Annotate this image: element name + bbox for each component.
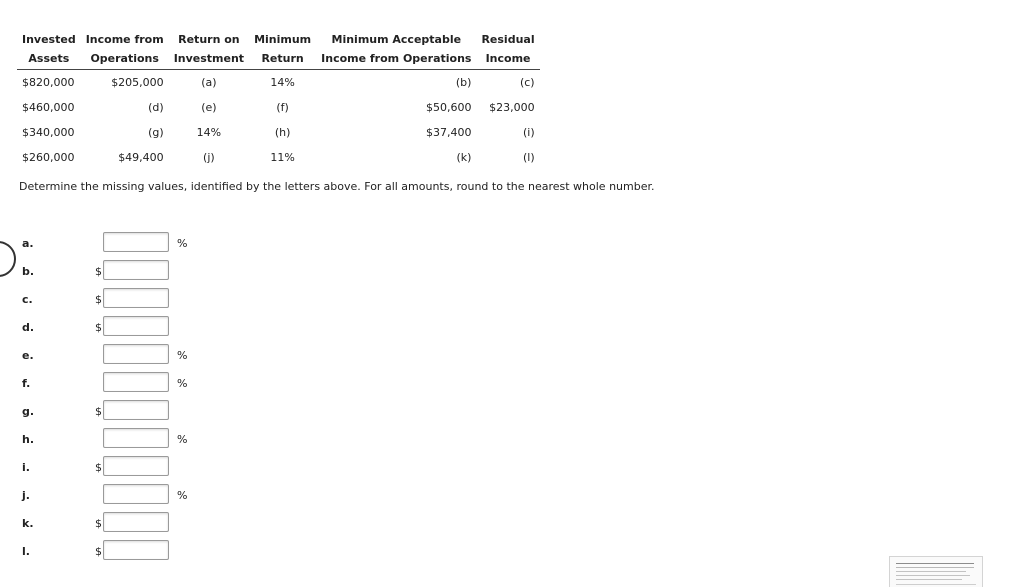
thumbnail-line xyxy=(896,567,974,568)
answer-letter: a. xyxy=(22,237,34,250)
cell-min-return: 14% xyxy=(270,76,295,89)
instructions-text: Determine the missing values, identified by the letters above. For all amounts, round to the nearest whole number. xyxy=(19,180,655,193)
answer-row-k xyxy=(0,509,260,537)
thumbnail-line xyxy=(896,584,976,585)
header-min-income-line2: Income from Operations xyxy=(316,49,476,70)
header-return-line2: Investment xyxy=(169,49,249,70)
answer-letter: f. xyxy=(22,377,31,390)
answer-input-f[interactable] xyxy=(103,372,169,392)
header-assets-line2: Assets xyxy=(17,49,81,70)
currency-prefix: $ xyxy=(95,265,102,278)
table-row xyxy=(17,120,540,145)
header-income-line2: Operations xyxy=(81,49,169,70)
answer-input-a[interactable] xyxy=(103,232,169,252)
thumbnail-line xyxy=(896,579,962,580)
answer-letter: d. xyxy=(22,321,35,334)
percent-suffix: % xyxy=(177,237,188,250)
answer-input-j[interactable] xyxy=(103,484,169,504)
thumbnail-line xyxy=(896,575,970,576)
answer-input-c[interactable] xyxy=(103,288,169,308)
cell-income: (d) xyxy=(148,101,164,114)
currency-prefix: $ xyxy=(95,321,102,334)
answer-input-e[interactable] xyxy=(103,344,169,364)
header-residual-line2: Income xyxy=(476,49,539,70)
cell-assets: $260,000 xyxy=(22,151,75,164)
cell-residual: $23,000 xyxy=(489,101,535,114)
answer-row-i xyxy=(0,453,260,481)
answer-row-f xyxy=(0,369,260,397)
cell-min-return: 11% xyxy=(270,151,295,164)
table-row xyxy=(17,145,540,170)
answer-row-b xyxy=(0,257,260,285)
answer-input-g[interactable] xyxy=(103,400,169,420)
answer-letter: h. xyxy=(22,433,35,446)
cell-residual: (l) xyxy=(522,151,535,164)
data-table xyxy=(17,30,540,170)
table-header-row-1 xyxy=(17,30,540,49)
cell-income: $49,400 xyxy=(118,151,164,164)
answer-input-i[interactable] xyxy=(103,456,169,476)
currency-prefix: $ xyxy=(95,461,102,474)
answer-input-l[interactable] xyxy=(103,540,169,560)
currency-prefix: $ xyxy=(95,405,102,418)
currency-prefix: $ xyxy=(95,517,102,530)
answer-input-k[interactable] xyxy=(103,512,169,532)
percent-suffix: % xyxy=(177,489,188,502)
cell-min-return: (h) xyxy=(274,126,291,139)
table-header-row-2 xyxy=(17,49,540,70)
answer-row-j xyxy=(0,481,260,509)
answer-input-h[interactable] xyxy=(103,428,169,448)
table-row xyxy=(17,95,540,120)
answer-row-a xyxy=(0,229,260,257)
answer-row-c xyxy=(0,285,260,313)
answer-row-h xyxy=(0,425,260,453)
answer-row-l xyxy=(0,537,260,565)
header-assets-line1: Invested xyxy=(22,33,76,46)
page-thumbnail[interactable] xyxy=(889,556,983,587)
answer-row-g xyxy=(0,397,260,425)
cell-return: (e) xyxy=(201,101,217,114)
cell-income: (g) xyxy=(148,126,164,139)
cell-min-income: $37,400 xyxy=(425,126,472,139)
currency-prefix: $ xyxy=(95,545,102,558)
answer-input-b[interactable] xyxy=(103,260,169,280)
answer-letter: e. xyxy=(22,349,34,362)
answer-letter: j. xyxy=(22,489,30,502)
header-min-income-line1: Minimum Acceptable xyxy=(331,33,462,46)
cell-residual: (i) xyxy=(522,126,535,139)
answer-letter: l. xyxy=(22,545,30,558)
cell-assets: $820,000 xyxy=(22,76,75,89)
answer-row-d xyxy=(0,313,260,341)
answer-row-e xyxy=(0,341,260,369)
percent-suffix: % xyxy=(177,349,188,362)
cell-assets: $460,000 xyxy=(22,101,75,114)
currency-prefix: $ xyxy=(95,293,102,306)
answer-letter: k. xyxy=(22,517,34,530)
thumbnail-line xyxy=(896,563,974,564)
cell-residual: (c) xyxy=(519,76,535,89)
answer-letter: b. xyxy=(22,265,35,278)
header-residual-line1: Residual xyxy=(481,33,535,46)
cell-min-return: (f) xyxy=(276,101,289,114)
cell-assets: $340,000 xyxy=(22,126,75,139)
answer-letter: c. xyxy=(22,293,33,306)
cell-min-income: $50,600 xyxy=(425,101,472,114)
table-row xyxy=(17,70,540,96)
answer-letter: g. xyxy=(22,405,35,418)
header-income-line1: Income from xyxy=(85,33,164,46)
thumbnail-line xyxy=(896,571,966,572)
percent-suffix: % xyxy=(177,377,188,390)
cell-return: (a) xyxy=(201,76,217,89)
header-return-line1: Return on xyxy=(178,33,240,46)
percent-suffix: % xyxy=(177,433,188,446)
answer-letter: i. xyxy=(22,461,30,474)
header-min-return-line1: Minimum xyxy=(254,33,312,46)
cell-income: $205,000 xyxy=(111,76,164,89)
cell-return: 14% xyxy=(196,126,222,139)
answer-list xyxy=(0,229,260,565)
answer-input-d[interactable] xyxy=(103,316,169,336)
cell-min-income: (k) xyxy=(456,151,472,164)
cell-return: (j) xyxy=(203,151,215,164)
cell-min-income: (b) xyxy=(455,76,472,89)
header-min-return-line2: Return xyxy=(249,49,316,70)
